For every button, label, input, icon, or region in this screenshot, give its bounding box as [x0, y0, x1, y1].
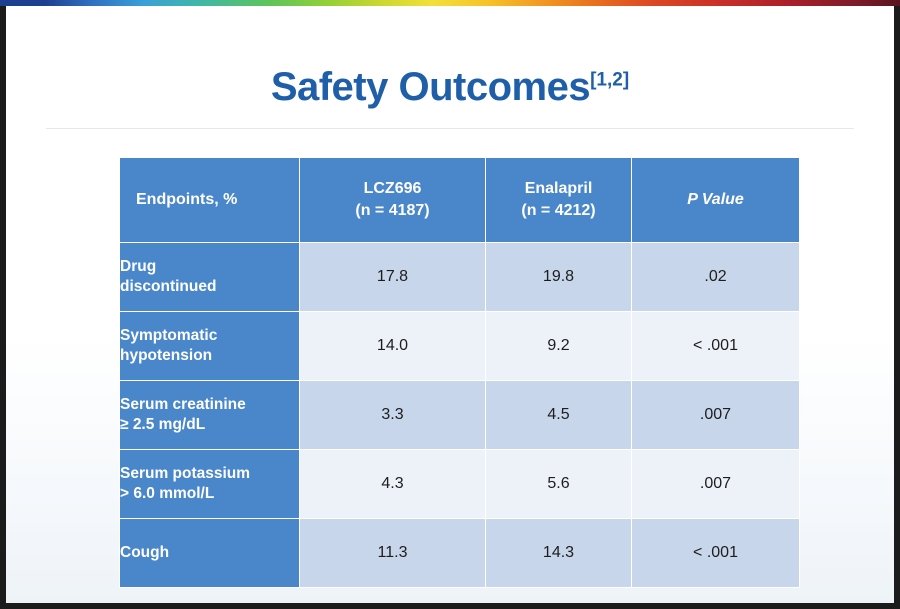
row-label-serum-creatinine: [120, 381, 300, 450]
cell-p-value: < .001: [632, 519, 800, 588]
page-title-citation: [1,2]: [590, 69, 630, 91]
cell-lcz696: 4.3: [300, 450, 486, 519]
table-row: [120, 243, 800, 312]
row-label-serum-potassium: [120, 450, 300, 519]
row-label-line1: Serum creatinine: [120, 395, 246, 413]
cell-p-value: .007: [632, 381, 800, 450]
table-row: [120, 381, 800, 450]
cell-lcz696: 3.3: [300, 381, 486, 450]
column-header-lcz696: [300, 158, 486, 243]
cell-p-value: < .001: [632, 312, 800, 381]
cell-p-value: .02: [632, 243, 800, 312]
cell-lcz696: 11.3: [300, 519, 486, 588]
cell-enalapril: 14.3: [486, 519, 632, 588]
column-header-lcz696-n: (n = 4187): [355, 202, 430, 219]
cell-p-value: .007: [632, 450, 800, 519]
table-header-row: [120, 158, 800, 243]
page-title-text: Safety Outcomes: [270, 64, 591, 109]
column-header-endpoints: [120, 158, 300, 243]
table-row: [120, 312, 800, 381]
row-label-line2: discontinued: [120, 278, 217, 295]
row-label-line1: Cough: [120, 543, 170, 561]
row-label-line2: > 6.0 mmol/L: [120, 485, 215, 502]
title-divider: [46, 128, 854, 129]
cell-enalapril: 5.6: [486, 450, 632, 519]
column-header-p-value-label: P Value: [687, 191, 744, 209]
safety-outcomes-table: [119, 157, 800, 588]
cell-enalapril: 19.8: [486, 243, 632, 312]
cell-enalapril: 4.5: [486, 381, 632, 450]
row-label-line2: ≥ 2.5 mg/dL: [120, 416, 206, 433]
table-row: [120, 519, 800, 588]
slide: [6, 6, 894, 603]
column-header-p-value: [632, 158, 800, 243]
cell-enalapril: 9.2: [486, 312, 632, 381]
column-header-enalapril: [486, 158, 632, 243]
column-header-enalapril-n: (n = 4212): [521, 202, 596, 219]
row-label-symptomatic-hypotension: [120, 312, 300, 381]
page-title: [6, 65, 894, 109]
column-header-endpoints-label: Endpoints, %: [136, 191, 238, 209]
table-row: [120, 450, 800, 519]
column-header-enalapril-label: Enalapril: [524, 180, 593, 198]
row-label-line1: Serum potassium: [120, 464, 251, 482]
row-label-line1: Symptomatic: [120, 326, 218, 344]
row-label-line2: hypotension: [120, 347, 213, 364]
row-label-line1: Drug: [120, 257, 157, 275]
row-label-cough: [120, 519, 300, 588]
row-label-drug-discontinued: [120, 243, 300, 312]
cell-lcz696: 17.8: [300, 243, 486, 312]
cell-lcz696: 14.0: [300, 312, 486, 381]
column-header-lcz696-label: LCZ696: [363, 180, 422, 198]
